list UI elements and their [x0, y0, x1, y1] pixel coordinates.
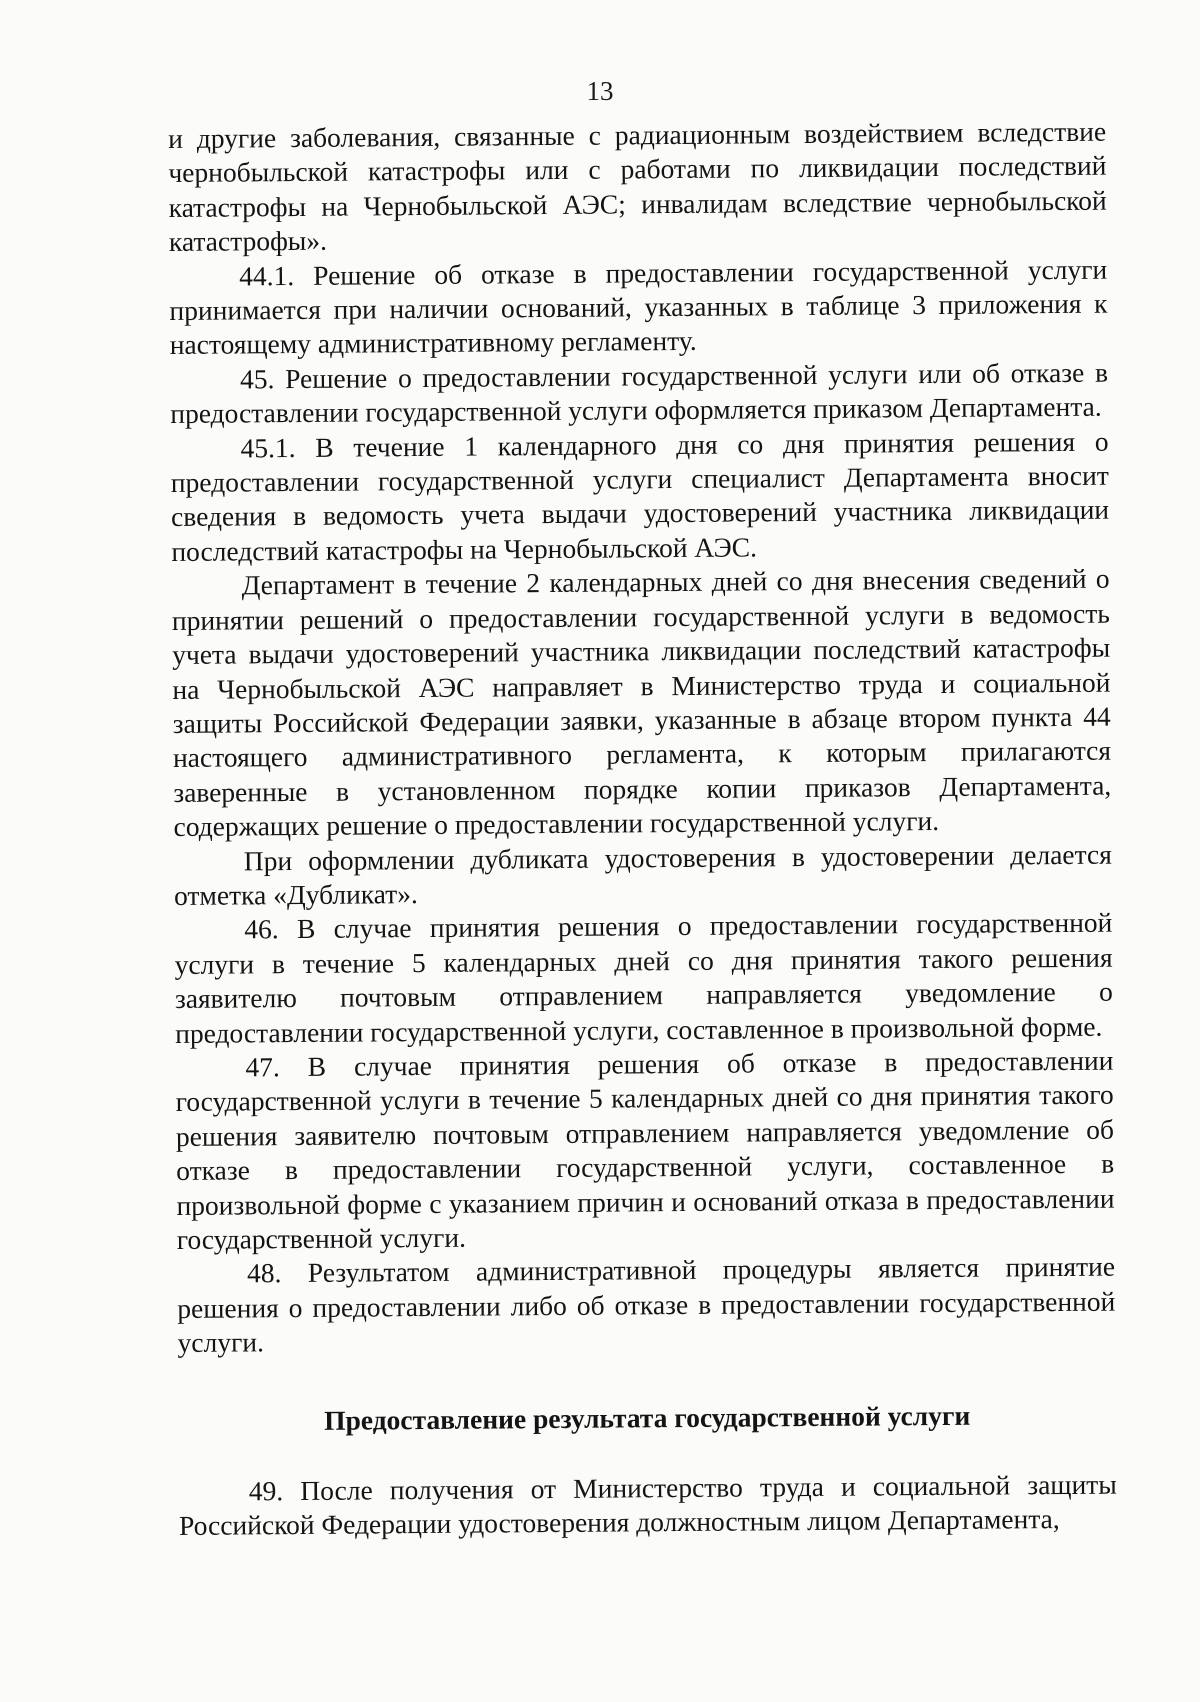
document-body: [168, 115, 1117, 1544]
paragraph-continuation: и другие заболевания, связанные с радиационным воздействием вследствие чернобыльской катастрофы или с работами по ликвидации последствий катастрофы на Чернобыльской АЭС; инвалидам вследствие чернобыльской катастрофы».: [168, 115, 1107, 258]
paragraph-department-submission: Департамент в течение 2 календарных дней со дня внесения сведений о принятии решений о предоставлении государственной услуги в ведомость учета выдачи удостоверений участника ликвидации последствий катастрофы на Чернобыльской АЭС направляет в Министерство труда и социальной защиты Российской Федерации заявки, указанные в абзаце втором пункта 44 настоящего административного регламента, к которым прилагаются заверенные в установленном порядке копии приказов Департамента, содержащих решение о предоставлении государственной услуги.: [171, 562, 1112, 843]
section-heading: Предоставление результата государственной услуги: [324, 1399, 971, 1436]
paragraph-duplicate-mark: При оформлении дубликата удостоверения в удостоверении делается отметка «Дубликат».: [173, 838, 1112, 911]
paragraph-49: 49. После получения от Министерство труда и социальной защиты Российской Федерации удостоверения должностным лицом Департамента,: [178, 1468, 1117, 1542]
paragraph-45: 45. Решение о предоставлении государственной услуги или об отказе в предоставлении государственной услуги оформляется приказом Департамента.: [170, 356, 1109, 430]
paragraph-45-1: 45.1. В течение 1 календарного дня со дня принятия решения о предоставлении государственной услуги специалист Департамента вносит сведения в ведомость учета выдачи удостоверений участника ликвидации последствий катастрофы на Чернобыльской АЭС.: [170, 425, 1110, 567]
paragraph-47: 47. В случае принятия решения об отказе в предоставлении государственной услуги в течение 5 календарных дней со дня принятия такого решения заявителю почтовым отправлением направляется уведомление об отказе в предоставлении государственной услуги, составленное в произвольной форме с указанием причин и оснований отказа в предоставлении государственной услуги.: [175, 1044, 1115, 1255]
paragraph-46: 46. В случае принятия решения о предоставлении государственной услуги в течение 5 календарных дней со дня принятия такого решения заявителю почтовым отправлением направляется уведомление о предоставлении государственной услуги, составленное в произвольной форме.: [174, 906, 1113, 1049]
paragraph-48: 48. Результатом административной процедуры является принятие решения о предоставлении либо об отказе в предоставлении государственной услуги.: [177, 1251, 1116, 1359]
page-number: 13: [586, 76, 614, 106]
paragraph-44-1: 44.1. Решение об отказе в предоставлении государственной услуги принимается при наличии оснований, указанных в таблице 3 приложения к настоящему административному регламенту.: [169, 253, 1108, 361]
